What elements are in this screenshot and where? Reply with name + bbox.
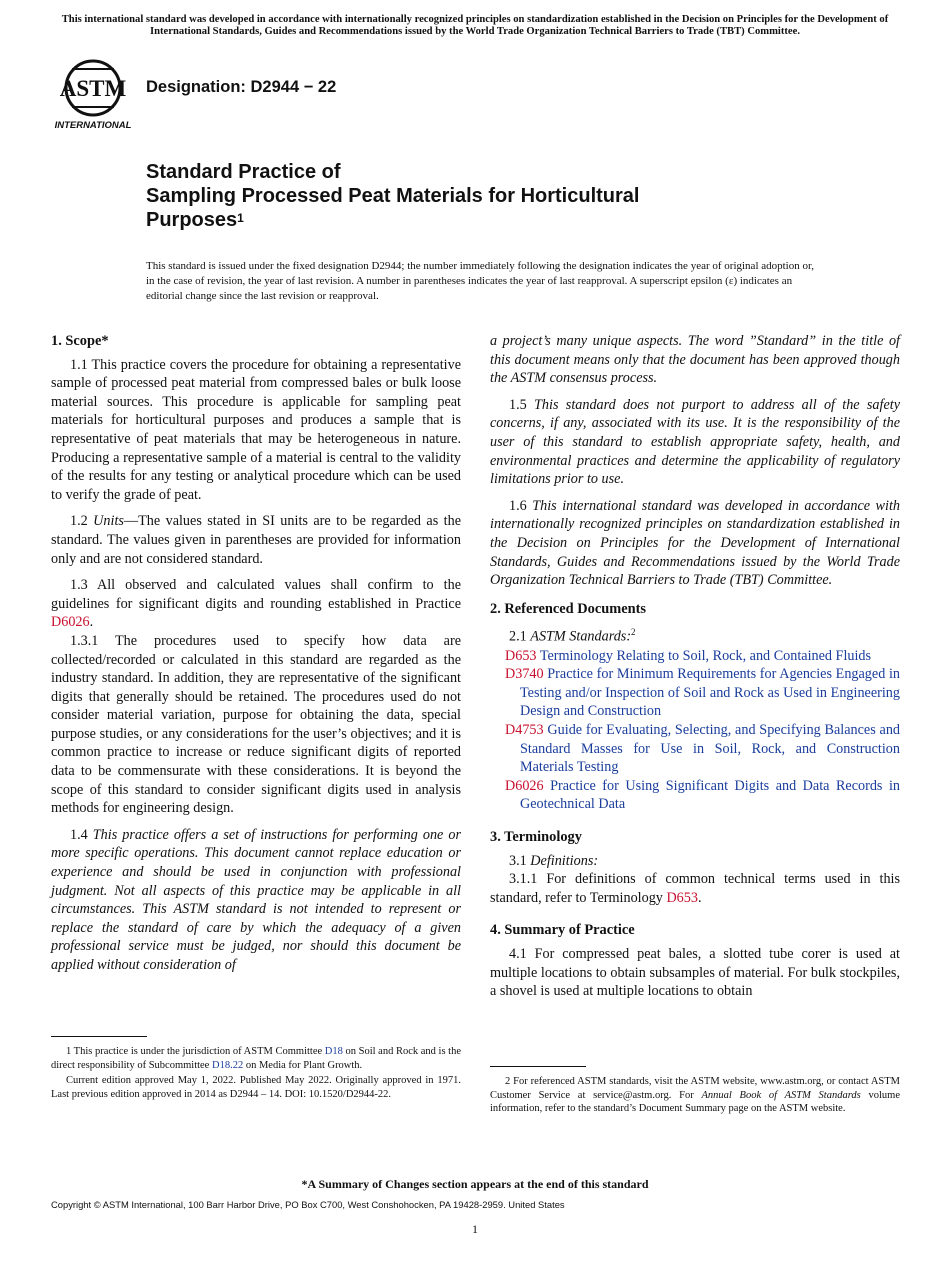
para-1-4-text: This practice offers a set of instructions for performing one or more specific operations. This document cannot replace education or experience and should be used in conjunction with professional judgment. Not all aspects of this practice may be applicable in all circumstances. This ASTM standard is not intended to represent or replace the standard of care by which the adequacy of a given professional service must be judged, nor should this document be applied without consideration of	[51, 826, 462, 973]
footnote-rule-left	[51, 1036, 147, 1037]
ref-title: Guide for Evaluating, Selecting, and Specifying Balances and Standard Masses for Use in Soil, Rock, and Construction Materials Testing	[520, 722, 901, 776]
ref-code: D3740	[505, 666, 544, 683]
para-1-3-text: 1.3 All observed and calculated values shall confirm to the guidelines for significant digits and rounding established in Practice	[51, 577, 461, 612]
footnote-2-book: Annual Book of ASTM Standards	[701, 1089, 861, 1101]
para-1-6-num: 1.6	[509, 497, 533, 514]
logo-text: INTERNATIONAL	[54, 120, 132, 131]
footnote-1-b: on Soil and Rock and is the direct responsibility of Subcommittee	[51, 1046, 461, 1071]
title-line-3	[146, 208, 866, 232]
para-1-4-num: 1.4	[70, 826, 93, 843]
footnote-2-b: volume information, refer to the standard’s Document Summary page on the ASTM website.	[490, 1089, 900, 1114]
left-column	[51, 332, 461, 983]
issued-note: This standard is issued under the fixed designation D2944; the number immediately following the designation indicates the year of original adoption or, in the case of revision, the year of last revision. A number in parentheses indicates the year of last reapproval. A superscript epsilon (ε) indicates an editorial change since the last revision or reapproval.	[146, 260, 814, 302]
title-line-2: Sampling Processed Peat Materials for Horticultural	[146, 185, 640, 207]
para-1-2-text: —The values stated in SI units are to be regarded as the standard. The values given in parentheses are provided for information only and are not considered standard.	[51, 513, 462, 567]
svg-text:ASTM: ASTM	[59, 76, 127, 101]
para-3-1-1	[490, 870, 900, 907]
para-2-1-footnote-mark: 2	[631, 627, 636, 638]
para-1-5-num: 1.5	[509, 396, 535, 413]
footnote-1	[51, 1045, 461, 1103]
para-1-6	[490, 497, 900, 590]
title-line-3-text: Purposes	[146, 209, 238, 231]
ref-d653[interactable]	[490, 647, 900, 666]
footnote-1-c: on Media for Plant Growth.	[243, 1059, 363, 1071]
section-4-heading: 4. Summary of Practice	[490, 922, 635, 939]
title-line-1: Standard Practice of	[146, 161, 341, 183]
para-3-1-label: Definitions:	[530, 852, 599, 869]
para-2-1-label: ASTM Standards:	[530, 629, 632, 646]
designation: Designation: D2944 − 22	[146, 78, 337, 96]
para-1-2	[51, 512, 461, 568]
para-1-5	[490, 396, 900, 489]
para-3-1-1-text: 3.1.1 For definitions of common technical terms used in this standard, refer to Terminology	[490, 871, 900, 906]
ref-d6026[interactable]	[490, 777, 900, 814]
para-1-2-num: 1.2	[70, 513, 94, 530]
para-1-5-text: This standard does not purport to address all of the safety concerns, if any, associated with its use. It is the responsibility of the user of this standard to establish appropriate safety, health, and environmental practices and determine the applicability of regulatory limitations prior to use.	[490, 396, 900, 488]
link-d18[interactable]: D18	[324, 1046, 343, 1057]
link-d18-22[interactable]: D18.22	[211, 1059, 244, 1071]
footnote-2-text	[490, 1075, 900, 1116]
ref-title: Practice for Using Significant Digits and Data Records in Geotechnical Data	[520, 777, 900, 813]
para-1-2-units: Units	[93, 513, 124, 530]
copyright: Copyright © ASTM International, 100 Barr Harbor Drive, PO Box C700, West Conshohocken, PA 19428-2959. United States	[51, 1199, 565, 1210]
ref-title: Terminology Relating to Soil, Rock, and Contained Fluids	[539, 647, 872, 664]
para-1-1: 1.1 This practice covers the procedure for obtaining a representative sample of processed peat material from compressed bales or bulk loose material sources. This procedure is applicable for sampling peat materials for horticultural purposes and produces a sample that is representative of peat materials that may be heterogeneous in nature. Producing a representative sample of a material is central to the validity of the results for any testing or analytical procedure which can be used to verify the grade of peat.	[51, 356, 461, 503]
para-4-1: 4.1 For compressed peat bales, a slotted tube corer is used at multiple locations to obtain subsamples of material. For bulk stockpiles, a shovel is used at multiple locations to obtain	[490, 945, 900, 1000]
document-title	[146, 160, 866, 232]
para-1-3-end: .	[89, 614, 94, 631]
ref-d4753[interactable]	[490, 721, 900, 777]
para-1-4-continued: a project’s many unique aspects. The word ”Standard” in the title of this document means only that the document has been approved though the ASTM consensus process.	[490, 333, 900, 387]
footnote-edition: Current edition approved May 1, 2022. Published May 2022. Originally approved in 1971. Last previous edition approved in 2014 as D2944 – 14. DOI: 10.1520/D2944-22.	[51, 1075, 461, 1100]
para-1-4	[51, 826, 461, 975]
astm-logo-icon	[52, 56, 134, 134]
ref-code: D4753	[505, 722, 544, 739]
ref-code: D653	[505, 647, 537, 664]
footnote-1-text	[51, 1045, 461, 1072]
title-footnote-mark: 1	[237, 211, 244, 225]
para-3-1-1-end: .	[697, 889, 702, 906]
section-3-heading: 3. Terminology	[490, 828, 582, 845]
footnote-rule-right	[490, 1066, 586, 1067]
section-1-heading: 1. Scope*	[51, 333, 109, 349]
section-2-heading: 2. Referenced Documents	[490, 600, 646, 617]
para-1-3-1: 1.3.1 The procedures used to specify how data are collected/recorded or calculated in this standard are regarded as the industry standard. In addition, they are representative of the significant digits that generally should be retained. The procedures used do not consider material variation, purpose for obtaining the data, special purpose studies, or any considerations for the user’s objectives; and it is common practice to increase or reduce significant digits of reported data to be commensurate with these considerations. It is beyond the scope of this standard to consider significant digits used in analysis methods for engineering design.	[51, 632, 461, 817]
para-3-1-num: 3.1	[509, 852, 531, 869]
ref-d3740[interactable]	[490, 665, 900, 721]
ref-code: D6026	[505, 777, 544, 794]
para-3-1	[490, 852, 900, 871]
page-number: 1	[472, 1222, 478, 1236]
para-1-6-text: This international standard was developed in accordance with internationally recognized principles on standardization established in the Decision on Principles for the Development of International Standards, Guides and Recommendations issued by the World Trade Organization Technical Barriers to Trade (TBT) Committee.	[490, 497, 900, 589]
footnote-2-a: 2 For referenced ASTM standards, visit the ASTM website, www.astm.org, or contact ASTM Customer Service at service@astm.org. For	[490, 1076, 900, 1101]
para-1-3	[51, 576, 461, 632]
link-d653[interactable]: D653	[666, 889, 698, 906]
right-column	[490, 332, 900, 1009]
footnote-1-a: 1 This practice is under the jurisdiction of ASTM Committee	[66, 1046, 325, 1057]
para-2-1	[490, 623, 900, 646]
ref-title: Practice for Minimum Requirements for Agencies Engaged in Testing and/or Inspection of Soil and Rock as Used in Engineering Design and Construction	[520, 666, 900, 720]
summary-of-changes-note: *A Summary of Changes section appears at the end of this standard	[301, 1177, 649, 1191]
top-notice: This international standard was developed in accordance with internationally recognized principles on standardization established in the Decision on Principles for the Development of International Standards, Guides and Recommendations issued by the World Trade Organization Technical Barriers to Trade (TBT) Committee.	[61, 14, 889, 37]
para-2-1-num: 2.1	[509, 629, 531, 646]
link-d6026[interactable]: D6026	[51, 614, 90, 631]
footnote-2	[490, 1075, 900, 1118]
